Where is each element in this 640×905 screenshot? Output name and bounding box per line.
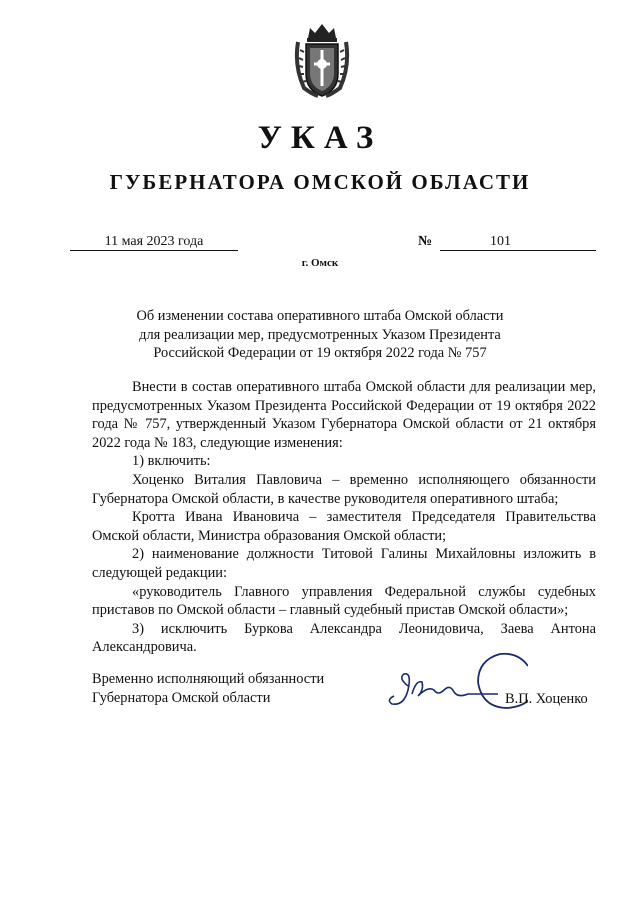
subject-line: Об изменении состава оперативного штаба Омской области	[136, 308, 504, 324]
decree-number: 101	[490, 234, 511, 249]
document-subtitle: ГУБЕРНАТОРА ОМСКОЙ ОБЛАСТИ	[109, 170, 531, 194]
document-title: УКАЗ	[257, 120, 383, 156]
body-paragraph: Кротта Ивана Ивановича – заместителя Председателя Правительства Омской области, Министра образования Омской области;	[92, 509, 596, 544]
decree-number-field	[440, 234, 596, 251]
decree-body	[92, 378, 596, 657]
body-paragraph: «руководитель Главного управления Федеральной службы судебных приставов по Омской области – главный судебный пристав Омской области»;	[92, 583, 596, 619]
signatory-name: В.П. Хоценко	[505, 691, 588, 707]
body-paragraph: Хоценко Виталия Павловича – временно исполняющего обязанности Губернатора Омской области, в качестве руководителя оперативного штаба;	[92, 471, 596, 507]
subject-line: для реализации мер, предусмотренных Указом Президента	[139, 326, 501, 343]
subject-line: Российской Федерации от 19 октября 2022 года № 757	[153, 345, 487, 361]
body-paragraph: Внести в состав оперативного штаба Омской области для реализации мер, предусмотренных Указом Президента Российской Федерации от 19 октября 2022 года № 757, утвержденный Указом Губернатора Омской области от 21 октября 2022 года № 183, следующие изменения:	[92, 379, 596, 451]
body-paragraph: 2) наименование должности Титовой Галины Михайловны изложить в следующей редакции:	[92, 546, 596, 581]
body-paragraph: 3) исключить Буркова Александра Леонидовича, Заева Антона Александровича.	[92, 620, 596, 656]
omsk-coat-of-arms-emblem	[292, 20, 352, 98]
signatory-title	[92, 670, 324, 707]
decree-place: г. Омск	[301, 257, 339, 269]
number-label: №	[418, 234, 433, 249]
decree-subject	[90, 307, 550, 363]
body-paragraph: 1) включить:	[132, 453, 211, 470]
signatory-title-line: Временно исполняющий обязанности	[92, 671, 325, 687]
decree-date: 11 мая 2023 года	[70, 234, 238, 251]
signatory-title-line: Губернатора Омской области	[92, 689, 271, 706]
